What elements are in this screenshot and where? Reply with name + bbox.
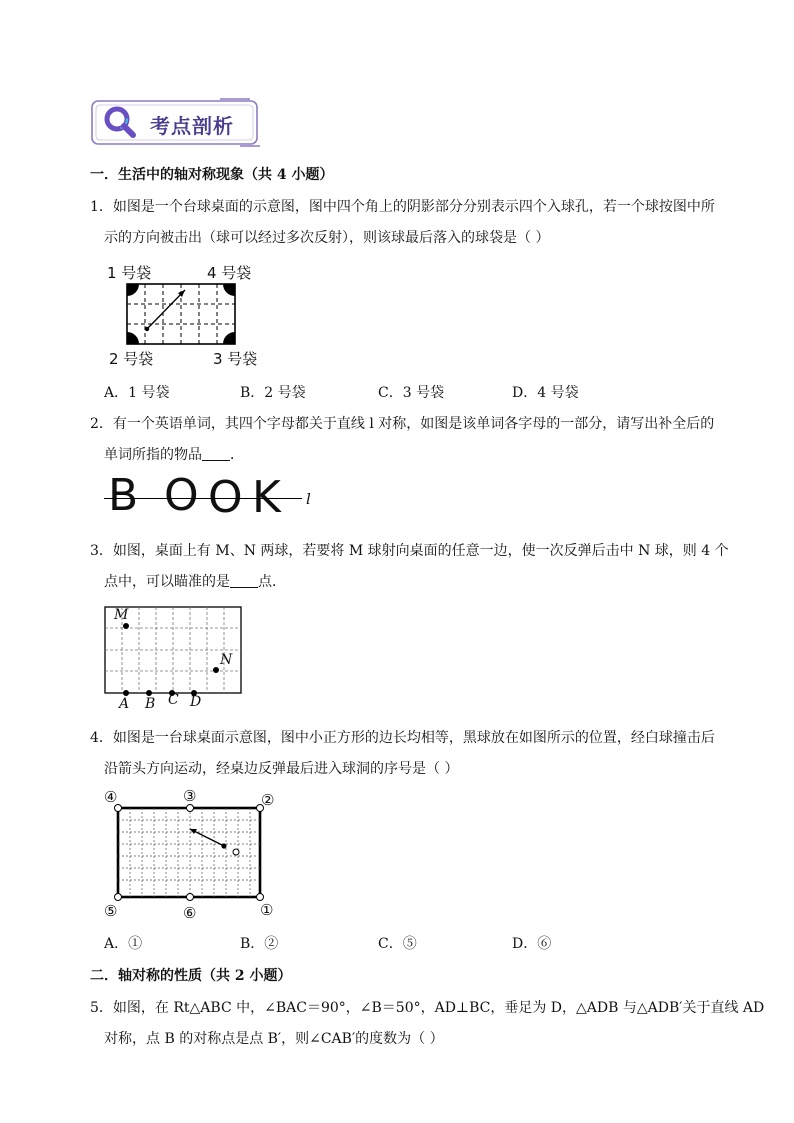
q3-label-c: C xyxy=(168,692,179,708)
q4-choice-d[interactable]: D．⑥ xyxy=(512,936,552,952)
q1-text-line2: 示的方向被击出（球可以经过多次反射），则该球最后落入的球袋是（ ） xyxy=(104,230,550,246)
q2-text-line1: 2．有一个英语单词，其四个字母都关于直线 l 对称，如图是该单词各字母的一部分，请写出补全后的 xyxy=(90,416,715,432)
q3-answer-blank[interactable] xyxy=(230,573,258,588)
q1-choice-b[interactable]: B．2 号袋 xyxy=(240,385,306,401)
section-title-1: 一．生活中的轴对称现象（共 4 小题） xyxy=(90,167,334,183)
q3-text-line1: 3．如图，桌面上有 M、N 两球，若要将 M 球射向桌面的任意一边，使一次反弹后击中 N 球，则 4 个 xyxy=(90,543,729,559)
q1-text-line1: 1．如图是一个台球桌面的示意图，图中四个角上的阴影部分分别表示四个入球孔，若一个球按图中所 xyxy=(90,199,715,215)
q2-answer-blank[interactable] xyxy=(202,446,230,461)
q1-choice-a[interactable]: A．1 号袋 xyxy=(104,385,170,401)
q2-letter-bottom-k: K xyxy=(252,472,281,523)
q4-choice-b[interactable]: B．② xyxy=(240,936,279,952)
q2-letter-top-o: O xyxy=(164,470,199,521)
q4-hole-3: ③ xyxy=(183,787,197,805)
q3-label-a: A xyxy=(119,696,130,712)
q2-letter-top-b: B xyxy=(108,470,139,521)
q4-text-line1: 4．如图是一台球桌面示意图，图中小正方形的边长均相等，黑球放在如图所示的位置，经白球撞击后 xyxy=(90,730,715,746)
q2-figure-half-letters xyxy=(104,470,324,523)
badge-title: 考点剖析 xyxy=(150,114,234,138)
q3-line2-suffix: 点． xyxy=(258,574,286,590)
q2-letter-bottom-o: O xyxy=(208,472,243,523)
q3-label-d: D xyxy=(190,694,202,710)
q5-text-line2: 对称，点 B 的对称点是点 B′，则∠CAB′的度数为（ ） xyxy=(104,1031,444,1047)
q2-symmetry-line xyxy=(104,498,302,499)
q3-label-m: M xyxy=(114,607,129,623)
q3-text-line2 xyxy=(104,572,286,592)
q4-hole-5: ⑤ xyxy=(104,902,118,920)
q2-text-line2 xyxy=(104,445,244,465)
q2-line2-prefix: 单词所指的物品 xyxy=(104,447,202,463)
q1-figure-billiard-table xyxy=(105,262,265,370)
q1-label-pocket-4: 4 号袋 xyxy=(207,264,252,282)
search-icon xyxy=(102,104,138,144)
q3-label-b: B xyxy=(145,696,156,712)
q3-label-n: N xyxy=(220,652,233,668)
q4-text-line2: 沿箭头方向运动，经桌边反弹最后进入球洞的序号是（ ） xyxy=(104,761,459,777)
q4-hole-6: ⑥ xyxy=(183,904,197,922)
q1-label-pocket-1: 1 号袋 xyxy=(107,264,152,282)
q3-line2-prefix: 点中，可以瞄准的是 xyxy=(104,574,230,590)
q4-figure-grid-table xyxy=(104,788,282,922)
q1-label-pocket-2: 2 号袋 xyxy=(109,350,154,368)
section-title-2: 二．轴对称的性质（共 2 小题） xyxy=(90,968,292,984)
q1-choice-c[interactable]: C．3 号袋 xyxy=(378,385,445,401)
q3-figure-grid-table xyxy=(104,604,244,716)
q5-text-line1: 5．如图，在 Rt△ABC 中，∠BAC＝90°，∠B＝50°，AD⊥BC，垂足为 D，△ADB 与△ADB′关于直线 AD xyxy=(90,1000,765,1016)
q4-hole-2: ② xyxy=(261,791,275,809)
q2-line2-suffix: ． xyxy=(230,447,244,463)
q4-hole-4: ④ xyxy=(104,788,118,806)
q4-choice-a[interactable]: A．① xyxy=(104,936,143,952)
q1-choice-d[interactable]: D．4 号袋 xyxy=(512,385,579,401)
q4-hole-1: ① xyxy=(260,901,274,919)
q4-choice-c[interactable]: C．⑤ xyxy=(378,936,417,952)
q1-label-pocket-3: 3 号袋 xyxy=(213,350,258,368)
q2-line-label: l xyxy=(306,490,311,508)
